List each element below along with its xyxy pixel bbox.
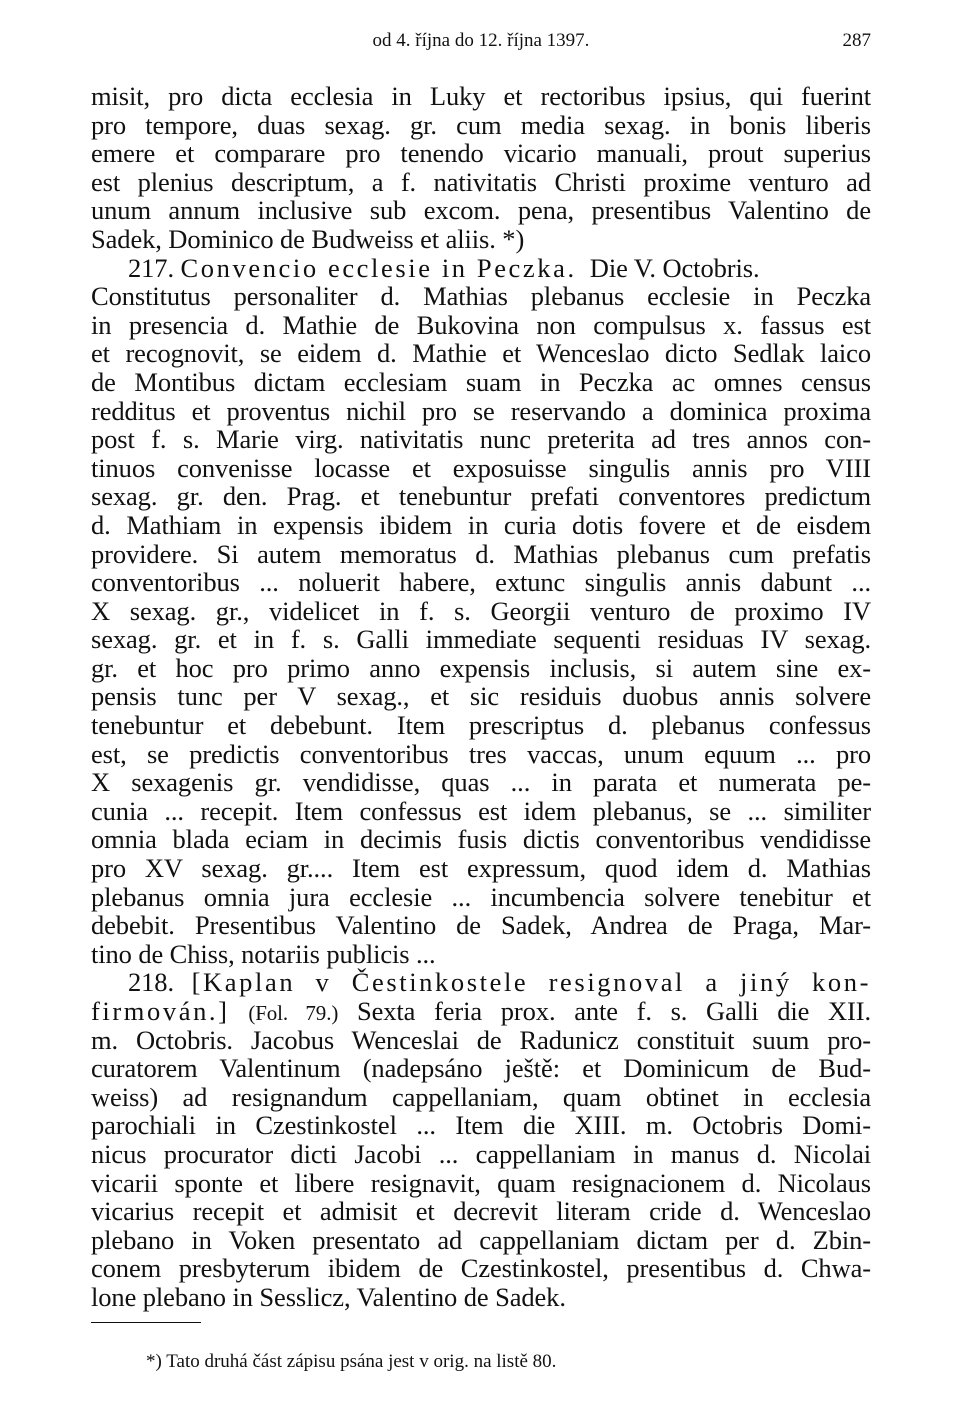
entry-text: Sexta feria prox. ante f. s. Galli die XII. — [356, 996, 872, 1026]
text-line: omnia blada eciam in decimis fusis dictis conventoribus vendidisse — [91, 824, 871, 855]
text-line: plebanus omnia jura ecclesie ... incumbencia solvere tenebitur et — [91, 881, 871, 912]
text-line: debebit. Presentibus Valentino de Sadek, Andrea de Praga, Mar- — [91, 910, 871, 941]
text-line: pro tempore, duas sexag. gr. cum media sexag. in bonis liberis — [91, 109, 871, 140]
text-line: Sadek, Dominico de Budweiss et aliis. *) — [91, 223, 525, 254]
text-line: gr. et hoc pro primo anno expensis inclusis, si autem sine ex- — [91, 652, 871, 683]
text-line: sexag. gr. et in f. s. Galli immediate sequenti residuas IV sexag. — [91, 624, 871, 655]
text-line: redditus et proventus nichil pro se reservando a dominica proxima — [91, 395, 871, 426]
text-line: curatorem Valentinum (nadepsáno ještě: et Dominicum de Bud- — [91, 1053, 871, 1084]
text-line: X sexagenis gr. vendidisse, quas ... in parata et numerata pe- — [91, 767, 871, 798]
entry-heading: Convencio ecclesie in Peczka. — [180, 252, 577, 283]
text-line: misit, pro dicta ecclesia in Luky et rectoribus ipsius, qui fuerint — [91, 81, 871, 111]
text-line: de Montibus dictam ecclesiam suam in Peczka ac omnes census — [91, 366, 871, 397]
text-line: tino de Chiss, notariis publicis ... — [91, 938, 436, 969]
footnote: *) Tato druhá část zápisu psána jest v orig. na listě 80. — [146, 1350, 557, 1372]
text-line: providere. Si autem memoratus d. Mathias plebanus cum prefatis — [91, 538, 871, 569]
text-line: X sexag. gr., videlicet in f. s. Georgii venturo de proximo IV — [91, 595, 871, 626]
text-line: nicus procurator dicti Jacobi ... cappellaniam in manus d. Nicolai — [91, 1138, 871, 1169]
text-line: Constitutus personaliter d. Mathias plebanus ecclesie in Peczka — [91, 281, 871, 312]
footnote-divider — [91, 1322, 201, 1323]
entry-number: 217. — [128, 252, 174, 283]
entry-date: Die V. Octobris. — [589, 252, 760, 283]
text-line: conventoribus ... noluerit habere, extunc singulis annis dabunt ... — [91, 567, 871, 598]
text-line: tenebuntur et debebunt. Item prescriptus d. plebanus confessus — [91, 710, 871, 741]
text-line: sexag. gr. den. Prag. et tenebuntur prefati conventores predictum — [91, 481, 871, 512]
text-line: emere et comparare pro tenendo vicario manuali, prout superius — [91, 138, 871, 169]
text-line: plebano in Voken presentato ad cappellaniam dictam per d. Zbin- — [91, 1224, 871, 1255]
text-line: pro XV sexag. gr.... Item est expressum, quod idem d. Mathias — [91, 853, 871, 884]
text-line: d. Mathiam in expensis ibidem in curia dotis fovere et de eisdem — [91, 509, 871, 540]
text-line: weiss) ad resignandum cappellaniam, quam obtinet in ecclesia — [91, 1081, 871, 1112]
body-text — [91, 82, 871, 1312]
text-line: est plenius descriptum, a f. nativitatis Christi proxime venturo ad — [91, 166, 871, 197]
text-line: est, se predictis conventoribus tres vaccas, unum equum ... pro — [91, 738, 871, 769]
page-number: 287 — [842, 30, 871, 51]
text-line: vicarius recepit et admisit et decrevit literam cride d. Wenceslao — [91, 1196, 871, 1227]
text-line: unum annum inclusive sub excom. pena, presentibus Valentino de — [91, 195, 871, 226]
text-line: et recognovit, se eidem d. Mathie et Wenceslao dicto Sedlak laico — [91, 338, 871, 369]
entry-heading-cont: firmován.] — [91, 996, 230, 1026]
running-title: od 4. října do 12. října 1397. — [372, 30, 590, 51]
page — [91, 30, 871, 1373]
running-header — [91, 30, 871, 58]
entry-218-second-line — [91, 997, 871, 1026]
text-line: tinuos convenisse locasse et exposuisse singulis annis pro VIII — [91, 452, 871, 483]
text-line: vicarii sponte et libere resignavit, quam resignacionem d. Nicolaus — [91, 1167, 871, 1198]
text-line: cunia ... recepit. Item confessus est idem plebanus, se ... similiter — [91, 795, 871, 826]
entry-number: 218. — [128, 967, 174, 998]
entry-heading: [Kaplan v Čestinkostele resignoval a jiný kon- — [191, 967, 871, 998]
text-line: conem presbyterum ibidem de Czestinkostel, presentibus d. Chwa- — [91, 1253, 871, 1284]
text-line: in presencia d. Mathie de Bukovina non compulsus x. fassus est — [91, 309, 871, 340]
folio-ref: (Fol. 79.) — [248, 1001, 339, 1025]
text-line: lone plebano in Sesslicz, Valentino de Sadek. — [91, 1281, 566, 1312]
text-line: post f. s. Marie virg. nativitatis nunc preterita ad tres annos con- — [91, 424, 871, 455]
text-line: m. Octobris. Jacobus Wenceslai de Radunicz constituit suum pro- — [91, 1024, 871, 1055]
entry-217-heading-line — [91, 254, 871, 283]
text-line: parochiali in Czestinkostel ... Item die XIII. m. Octobris Domi- — [91, 1110, 871, 1141]
text-line: pensis tunc per V sexag., et sic residuis duobus annis solvere — [91, 681, 871, 712]
entry-218-heading-line — [91, 968, 871, 997]
